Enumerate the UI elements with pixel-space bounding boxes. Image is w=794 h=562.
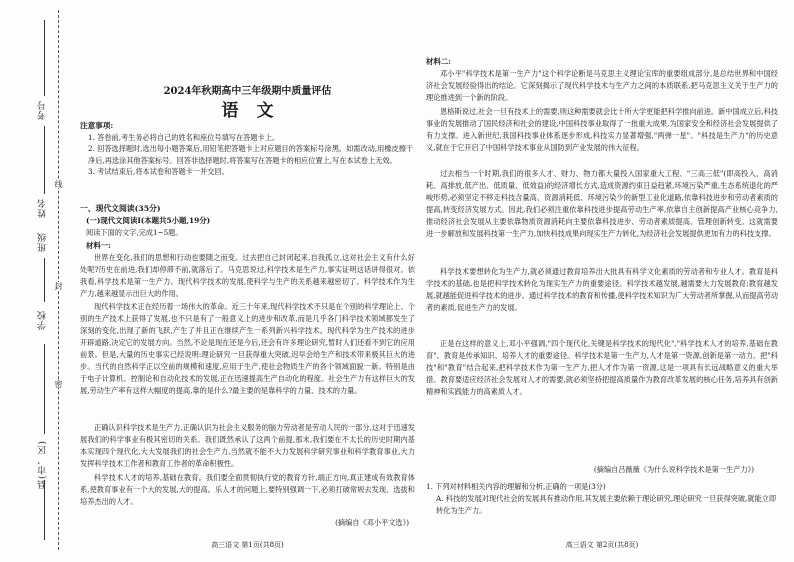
material-1-paragraph-3: 正确认识科学技术是生产力,正确认识为社会主义服务的脑力劳动者是劳动人民的一部分,这对于迅速发展我们的科学事业有极其密切的关系。我们既然承认了这两个前提,那末,我们要在不太长的历史时期内基本实现四个现代化,大大发展我们的社会生产力,当然就不能不大力发展科学研究事业和科学教育事业,大力发挥科学技术工作者和教育工作者的革命积极性。 [80,423,415,468]
question-1-option-a[interactable] [426,493,778,517]
cut-mark-2: 封 [54,282,63,290]
county-label: 县(市、区) [38,440,48,490]
class-line [44,258,45,302]
exam-title: 2024年秋期高中三年级期中质量评估 [163,86,332,97]
page-2 [426,0,778,562]
question-1 [426,481,778,517]
section-heading: 一、现代文阅读(35分) [80,204,161,213]
notice-item-2: 2. 回答选择题时,选出每小题答案后,用铅笔把答题卡上对应题目的答案标号涂黑。如需改动,用橡皮擦干净后,再选涂其他答案标号。回答非选择题时,将答案写在答题卡的相应位置上,写在本试卷上无效。 [88,144,414,165]
page-1-footer: 高三语文 第1页(共8页) [211,541,284,549]
material-1-paragraph-1: 世界在变化,我们的思想和行动也要随之而变。过去把自己封闭起来,自我孤立,这对社会主义有什么好处呢?历史在前进,我们却停滞不前,就落后了。马克思说过,科学技术是生产力,事实证明这话讲得很对。依我看,科学技术是第一生产力。现代科学技术的发展,使科学与生产的关系越来越密切了。科学技术作为生产力,越来越显示出巨大的作用。 [80,253,415,298]
notice-item-3: 3. 考试结束后,将本试卷和答题卡一并交回。 [88,167,229,177]
cut-line [58,10,59,550]
cut-mark-3: 密 [54,380,63,388]
binding-strip [0,0,62,562]
subsection-heading: (一)现代文阅读Ⅰ(本题共5小题,19分) [86,216,211,225]
exam-no-line [44,20,45,96]
school-label: 学校 [38,310,48,330]
school-line [44,344,45,434]
notice-heading: 注意事项: [80,121,114,130]
county-line [44,480,45,540]
material-1-paragraph-2: 现代科学技术正在经历着一场伟大的革命。近三十年来,现代科学技术不只是在个别的科学理论上、个别的生产技术上获得了发展,也不只是有了一般意义上的进步和改革,而是几乎各门科学技术领域都发生了深刻的变化,出现了新的飞跃,产生了并且正在继续产生一系列新兴科学技术。现代科学为生产技术的进步开辟道路,决定它的发展方向。当然,不论是现在还是今后,还会有许多理论研究,暂时人们还看不到它的应用前景。但是,大量的历史事实已经说明:理论研究一旦获得重大突破,迟早会给生产和技术带来极其巨大的进步。当代的自然科学正以空前的规模和速度,应用于生产,使社会物质生产的各个领域面貌一新。特别是由于电子计算机、控制论和自动化技术的发展,正在迅速提高生产自动化的程度。社会生产力有这样巨大的发展,劳动生产率有这样大幅度的提高,靠的是什么?最主要的是靠科学的力量、技术的力量。 [80,302,415,395]
material-2-paragraph-1: 邓小平"科学技术是第一生产力"这个科学论断是马克思主义理论宝库的重要组成部分,是总结世界和中国经济社会发展经验得出的结论。它深刻揭示了现代科学技术与生产力之间的本质联系,把马克思主义关于生产力的理论推进到一个新的阶段。 [426,69,778,102]
cut-mark-1: 线 [54,180,63,188]
material-1-paragraph-4: 科学技术人才的培养,基础在教育。我们要全面贯彻执行党的教育方针,端正方向,真正建成有效教育体系,使教育事业有一个大的发展,大的提高。乐人才的问题上,要特别强调一下,必须打破常规去发现、选拔和培养杰出的人才。 [80,473,415,506]
reading-instruction: 阅读下面的文字,完成1~5题。 [86,228,183,237]
material-2-paragraph-4: 科学技术要想转化为生产力,就必须通过教育培养出大批具有科学文化素质的劳动者和专业人才。教育是科学技术的基础,也是把科学技术转化为现实生产力的重要途径。科学技术越发展,越需要大力发展教育;教育越发展,就越能促进科学技术的进步。通过科学技术的教育和传播,使科学技术知识为广大劳动者所掌握,从而提高劳动者的素质,促进生产力的发展。 [426,267,778,312]
question-1-option-a-text: A. 科技的发展对现代社会的发展具有推动作用,其发展主要依赖于理论研究,理论研究一旦获得突破,就能立即转化为生产力。 [436,494,777,515]
notice-item-1: 1. 答卷前,考生务必将自己的姓名和座位号填写在答题卡上。 [88,132,280,142]
material-2-paragraph-3: 过去相当一个时期,我们的很多人才、财力、物力都大量投入国家重大工程、"三高三低"(即高投入、高消耗、高排放,低产出、低质量、低效益)的经济增长方式,造成资源约束日益趋紧,环境污染严重,生态系统退化的严峻形势,必须坚定不移走科技含量高、资源消耗低、环境污染少的新型工业化道路,依靠科技进步和劳动者素质的提高,转变经济发展方式。因此,我们必须注重依靠科技进步提高劳动生产率,依靠自主创新提高产业核心竞争力,推动经济社会发展从主要依靠物质资源消耗向主要依靠科技进步、劳动者素质提高、管理创新转变。这就需要进一步解放和发展科技第一生产力,加快科技成果向现实生产力转化,为经济社会发展提供更加有力的科技支撑。 [426,169,778,238]
material-1-source: (摘编自《邓小平文选》) [335,518,409,527]
material-2-source: (摘编自吕薇薇《为什么说科学技术是第一生产力》) [593,465,754,474]
name-label: 姓名 [38,198,48,218]
question-1-stem: 1. 下列对材料相关内容的理解和分析,正确的一项是(3分) [426,482,606,491]
material-1-label: 材料一: [86,241,111,250]
subject-title: 语文 [221,101,292,121]
class-label: 班级 [38,232,48,252]
page-2-footer: 高三语文 第2页(共8页) [565,541,639,549]
material-2-paragraph-2: 恩格斯说过,社会一旦有技术上的需要,则这种需要就会比十所大学更能把科学推向前进。新中国成立后,科技事业的发展推动了国民经济和社会的建设,中国科技事业取得了一批重大成果,为国家安全和经济社会发展提供了有力支撑。进入新世纪,我国科技事业体系逐步形成,科技实力显著增强,"两弹一星"、"科技是生产力"的历史意义,就在于它开启了中国科学技术事业从国防到产业发展的伟大征程。 [426,107,778,152]
material-2-label: 材料二: [426,57,451,66]
notice-block [80,120,415,178]
exam-no-label: 考号 [38,100,48,120]
material-2-paragraph-5: 正是在这样的意义上,邓小平强调,"四个现代化,关键是科学技术的现代化","科学技术人才的培养,基础在教育"。教育是传承知识、培养人才的重要途径。科学技术是第一生产力,人才是第一资源,创新是第一动力。把"科技"和"教育"结合起来,把科学技术作为第一生产力,把人才作为第一资源,这是一项具有长远战略意义的重大举措。教育要适应经济社会发展对人才的需要,就必须坚持把提高质量作为教育改革发展的核心任务,培养具有创新精神和实践能力的高素质人才。 [426,339,778,396]
page-1 [80,0,415,562]
name-line [44,126,45,194]
